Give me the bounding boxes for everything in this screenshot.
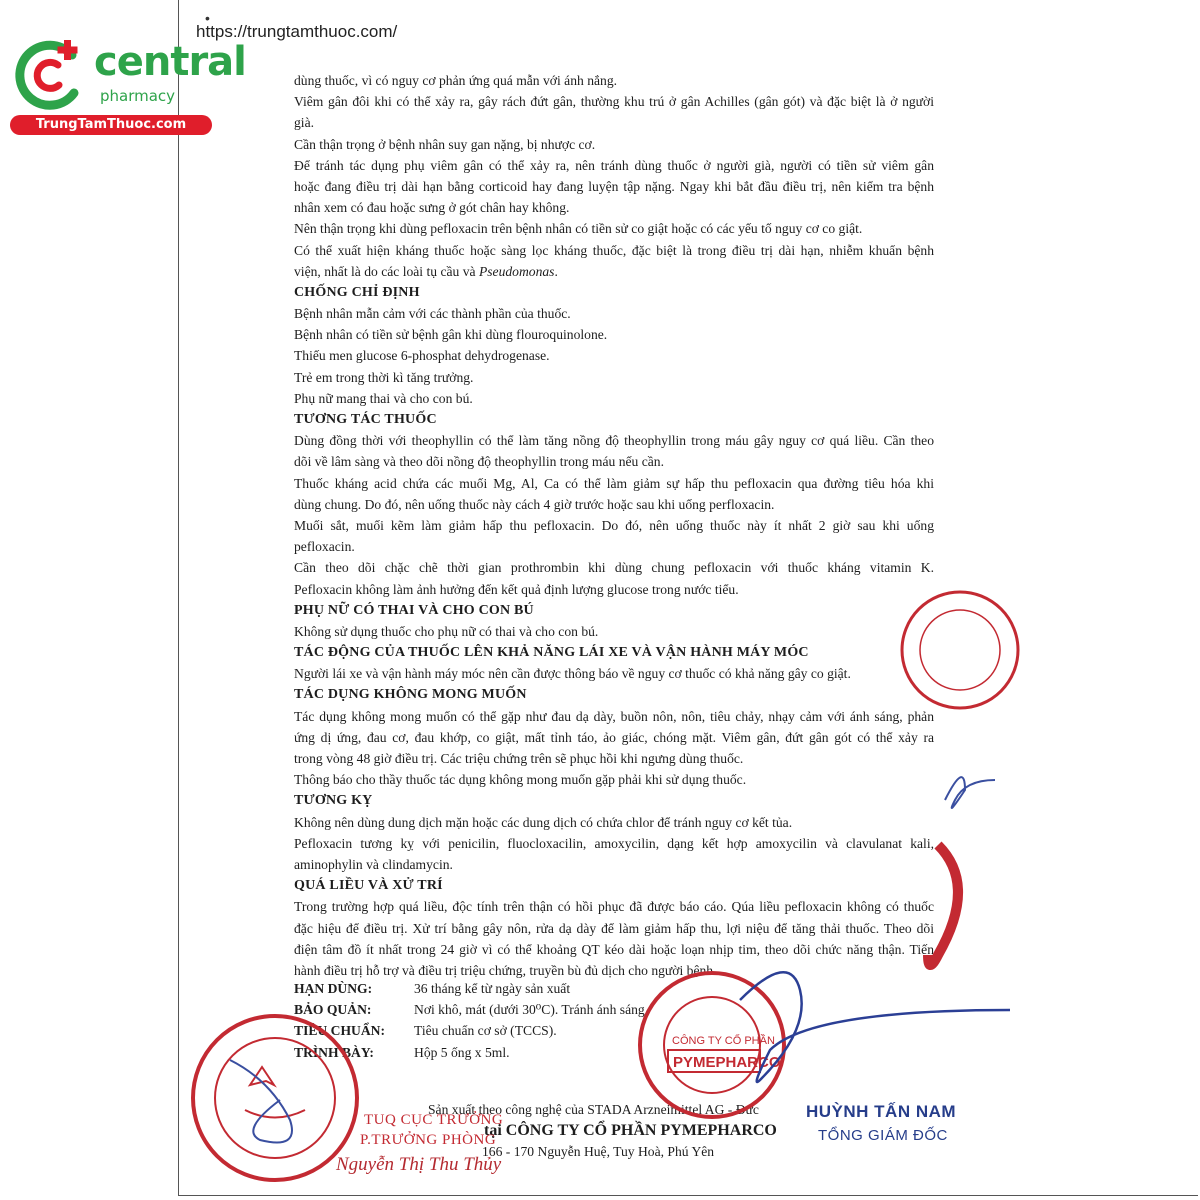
source-url[interactable]: https://trungtamthuoc.com/ — [196, 22, 398, 41]
leaflet-body — [294, 70, 934, 981]
section-heading-contraindications: CHỐNG CHỈ ĐỊNH — [294, 284, 420, 300]
info-row-expiry — [294, 978, 894, 999]
body-line: Người lái xe và vận hành máy móc nên cần được thông báo về nguy cơ thuốc có khả năng gây co giật. — [294, 666, 851, 682]
product-info — [294, 978, 894, 1063]
section-heading-incompatibilities: TƯƠNG KỴ — [294, 793, 373, 809]
logo-subtitle: pharmacy — [100, 87, 176, 105]
logo-title: central — [94, 39, 246, 85]
stamp-text-small: CÔNG TY CỔ PHẦN — [672, 1035, 775, 1047]
director-title: TỔNG GIÁM ĐỐC — [818, 1127, 948, 1144]
info-key: HẠN DÙNG: — [294, 981, 373, 996]
info-row-standard — [294, 1020, 894, 1041]
info-row-packaging — [294, 1042, 894, 1063]
body-line: Có thể xuất hiện kháng thuốc hoặc sàng lọc kháng thuốc, đặc biệt là trong điều trị dài hạn, nhiễm khuẩn bệnh — [294, 242, 934, 258]
body-line: Viêm gân đôi khi có thể xảy ra, gây rách đứt gân, thường khu trú ở gân Achilles (gân gót) và đặc biệt là ở người — [294, 94, 934, 110]
body-line: Thông báo cho thầy thuốc tác dụng không mong muốn gặp phải khi sử dụng thuốc. — [294, 772, 747, 788]
body-line: Cần thận trọng ở bệnh nhân suy gan nặng, bị nhược cơ. — [294, 136, 596, 152]
director-block — [806, 1102, 956, 1144]
body-line — [294, 261, 934, 282]
body-line: aminophylin và clindamycin. — [294, 856, 453, 872]
body-line: hành điều trị hỗ trợ và điều trị triệu chứng, truyền bù đủ dịch cho người bệnh. — [294, 962, 717, 978]
body-line: hoặc đang điều trị dài hạn bằng corticoid hay đang luyện tập nặng. Ngay khi bắt đầu điều trị, nên kiểm tra bệnh — [294, 178, 934, 194]
info-value: 36 tháng kể từ ngày sản xuất — [414, 981, 571, 996]
body-line: Để tránh tác dụng phụ viêm gân có thể xảy ra, nên tránh dùng thuốc ở người già, người có tiền sử viêm gân — [294, 157, 934, 173]
info-value: Hộp 5 ống x 5ml. — [414, 1044, 510, 1060]
stamp-text-company: PYMEPHARCO — [673, 1054, 781, 1071]
info-row-storage — [294, 999, 894, 1020]
made-by-text: Sản xuất theo công nghệ của STADA Arzneimittel AG - Đức — [428, 1102, 759, 1117]
body-line: Thiếu men glucose 6-phosphat dehydrogenase. — [294, 348, 550, 364]
body-line: Pefloxacin không làm ảnh hưởng đến kết quả định lượng glucose trong nước tiểu. — [294, 581, 739, 597]
body-line: Trẻ em trong thời kì tăng trưởng. — [294, 369, 474, 385]
info-key: BẢO QUẢN: — [294, 1002, 372, 1018]
body-line: già. — [294, 115, 315, 131]
body-line: Dùng đồng thời với theophyllin có thể làm tăng nồng độ theophyllin trong máu gây nguy cơ quá liều. Cần theo — [294, 433, 934, 449]
signer-name: Nguyễn Thị Thu Thủy — [336, 1154, 502, 1175]
logo-mark-icon — [10, 35, 94, 115]
body-line: Muối sắt, muối kẽm làm giảm hấp thu pefloxacin. Do đó, nên uống thuốc này ít nhất 2 giờ sau khi uống — [294, 517, 934, 533]
company-name: tại CÔNG TY CỔ PHẦN PYMEPHARCO — [484, 1122, 777, 1139]
body-line: dùng thuốc, vì có nguy cơ phản ứng quá mẫn với ánh nắng. — [294, 73, 618, 88]
info-key: TRÌNH BÀY: — [294, 1044, 374, 1060]
body-line: dùng chung. Do đó, nên uống thuốc này cách 4 giờ trước hoặc sau khi uống perfloxacin. — [294, 496, 775, 512]
body-line: Bệnh nhân có tiền sử bệnh gân khi dùng flouroquinolone. — [294, 327, 608, 343]
body-line: dõi về lâm sàng và theo dõi nồng độ theophyllin trong máu nếu cần. — [294, 454, 664, 470]
scan-dot: • — [205, 10, 210, 26]
body-line: ứng dị ứng, đau cơ, đau khớp, co giật, mất tỉnh táo, ảo giác, chóng mặt. Viêm gân, đứt gân gót có thể xảy ra — [294, 729, 934, 745]
body-line: pefloxacin. — [294, 539, 355, 555]
stamp-position-line: P.TRƯỞNG PHÒNG — [360, 1132, 497, 1148]
section-heading-pregnancy: PHỤ NỮ CÓ THAI VÀ CHO CON BÚ — [294, 602, 534, 618]
body-line: Trong trường hợp quá liều, độc tính trên thận có hồi phục đã được báo cáo. Qúa liều pefloxacin không có thuốc — [294, 899, 934, 915]
stamp-authorization-line: TUQ CỤC TRƯỞNG — [364, 1112, 504, 1128]
body-line: Không sử dụng thuốc cho phụ nữ có thai và cho con bú. — [294, 623, 599, 639]
body-line: Thuốc kháng acid chứa các muối Mg, Al, Ca có thể làm giảm sự hấp thu pefloxacin qua đường tiêu hóa khi — [294, 475, 934, 491]
body-line: Pefloxacin tương kỵ với penicilin, fluocloxacilin, amoxycilin, dạng kết hợp amoxycilin và clavulanat kali, — [294, 835, 934, 851]
central-pharmacy-logo[interactable] — [10, 35, 246, 135]
company-address: 166 - 170 Nguyễn Huệ, Tuy Hoà, Phú Yên — [482, 1144, 715, 1159]
body-line: Không nên dùng dung dịch mặn hoặc các dung dịch có chứa chlor để tránh nguy cơ kết tủa. — [294, 814, 793, 830]
body-line: trong vòng 48 giờ điều trị. Các triệu chứng trên sẽ phục hồi khi ngưng dùng thuốc. — [294, 751, 744, 766]
info-key: TIÊU CHUẨN: — [294, 1023, 386, 1039]
info-value: Nơi khô, mát (dưới 30⁰C). Tránh ánh sáng. — [414, 1002, 649, 1018]
body-line: điện tâm đồ ít nhất trong 24 giờ vì có thể khoảng QT kéo dài hoặc loạn nhịp tim, theo dõi chức năng thận. Tiến — [294, 941, 934, 957]
species-name: Pseudomonas — [478, 263, 555, 279]
body-line: Phụ nữ mang thai và cho con bú. — [294, 390, 473, 406]
body-text: viện, nhất là do các loài tụ cầu và — [294, 263, 479, 279]
body-line: Nên thận trọng khi dùng pefloxacin trên bệnh nhân có tiền sử co giật hoặc có các yếu tố nguy cơ co giật. — [294, 221, 863, 237]
body-line: nhân xem có đau hoặc sưng ở gót chân hay không. — [294, 200, 570, 216]
section-heading-driving: TÁC ĐỘNG CỦA THUỐC LÊN KHẢ NĂNG LÁI XE VÀ VẬN HÀNH MÁY MÓC — [294, 645, 809, 661]
body-line: Tác dụng không mong muốn có thể gặp như đau dạ dày, buồn nôn, nôn, tiêu chảy, nhạy cảm với ánh sáng, phản — [294, 708, 934, 724]
director-name: HUỲNH TẤN NAM — [806, 1102, 957, 1121]
body-line: Bệnh nhân mẫn cảm với các thành phần của thuốc. — [294, 306, 571, 322]
section-heading-side-effects: TÁC DỤNG KHÔNG MONG MUỐN — [294, 687, 527, 703]
logo-website-band: TrungTamThuoc.com — [10, 115, 212, 135]
section-heading-interactions: TƯƠNG TÁC THUỐC — [294, 412, 437, 427]
info-value: Tiêu chuẩn cơ sở (TCCS). — [414, 1023, 557, 1039]
section-heading-overdose: QUÁ LIỀU VÀ XỬ TRÍ — [294, 878, 443, 894]
body-text: . — [554, 263, 558, 279]
body-line: đặc hiệu để điều trị. Xử trí bằng gây nôn, rửa dạ dày để làm giảm hấp thu, lợi niệu để tăng thải thuốc. Theo dõi — [294, 920, 934, 936]
body-line: Cần theo dõi chặc chẽ thời gian prothrombin khi dùng chung pefloxacin với thuốc kháng vitamin K. — [294, 560, 934, 576]
